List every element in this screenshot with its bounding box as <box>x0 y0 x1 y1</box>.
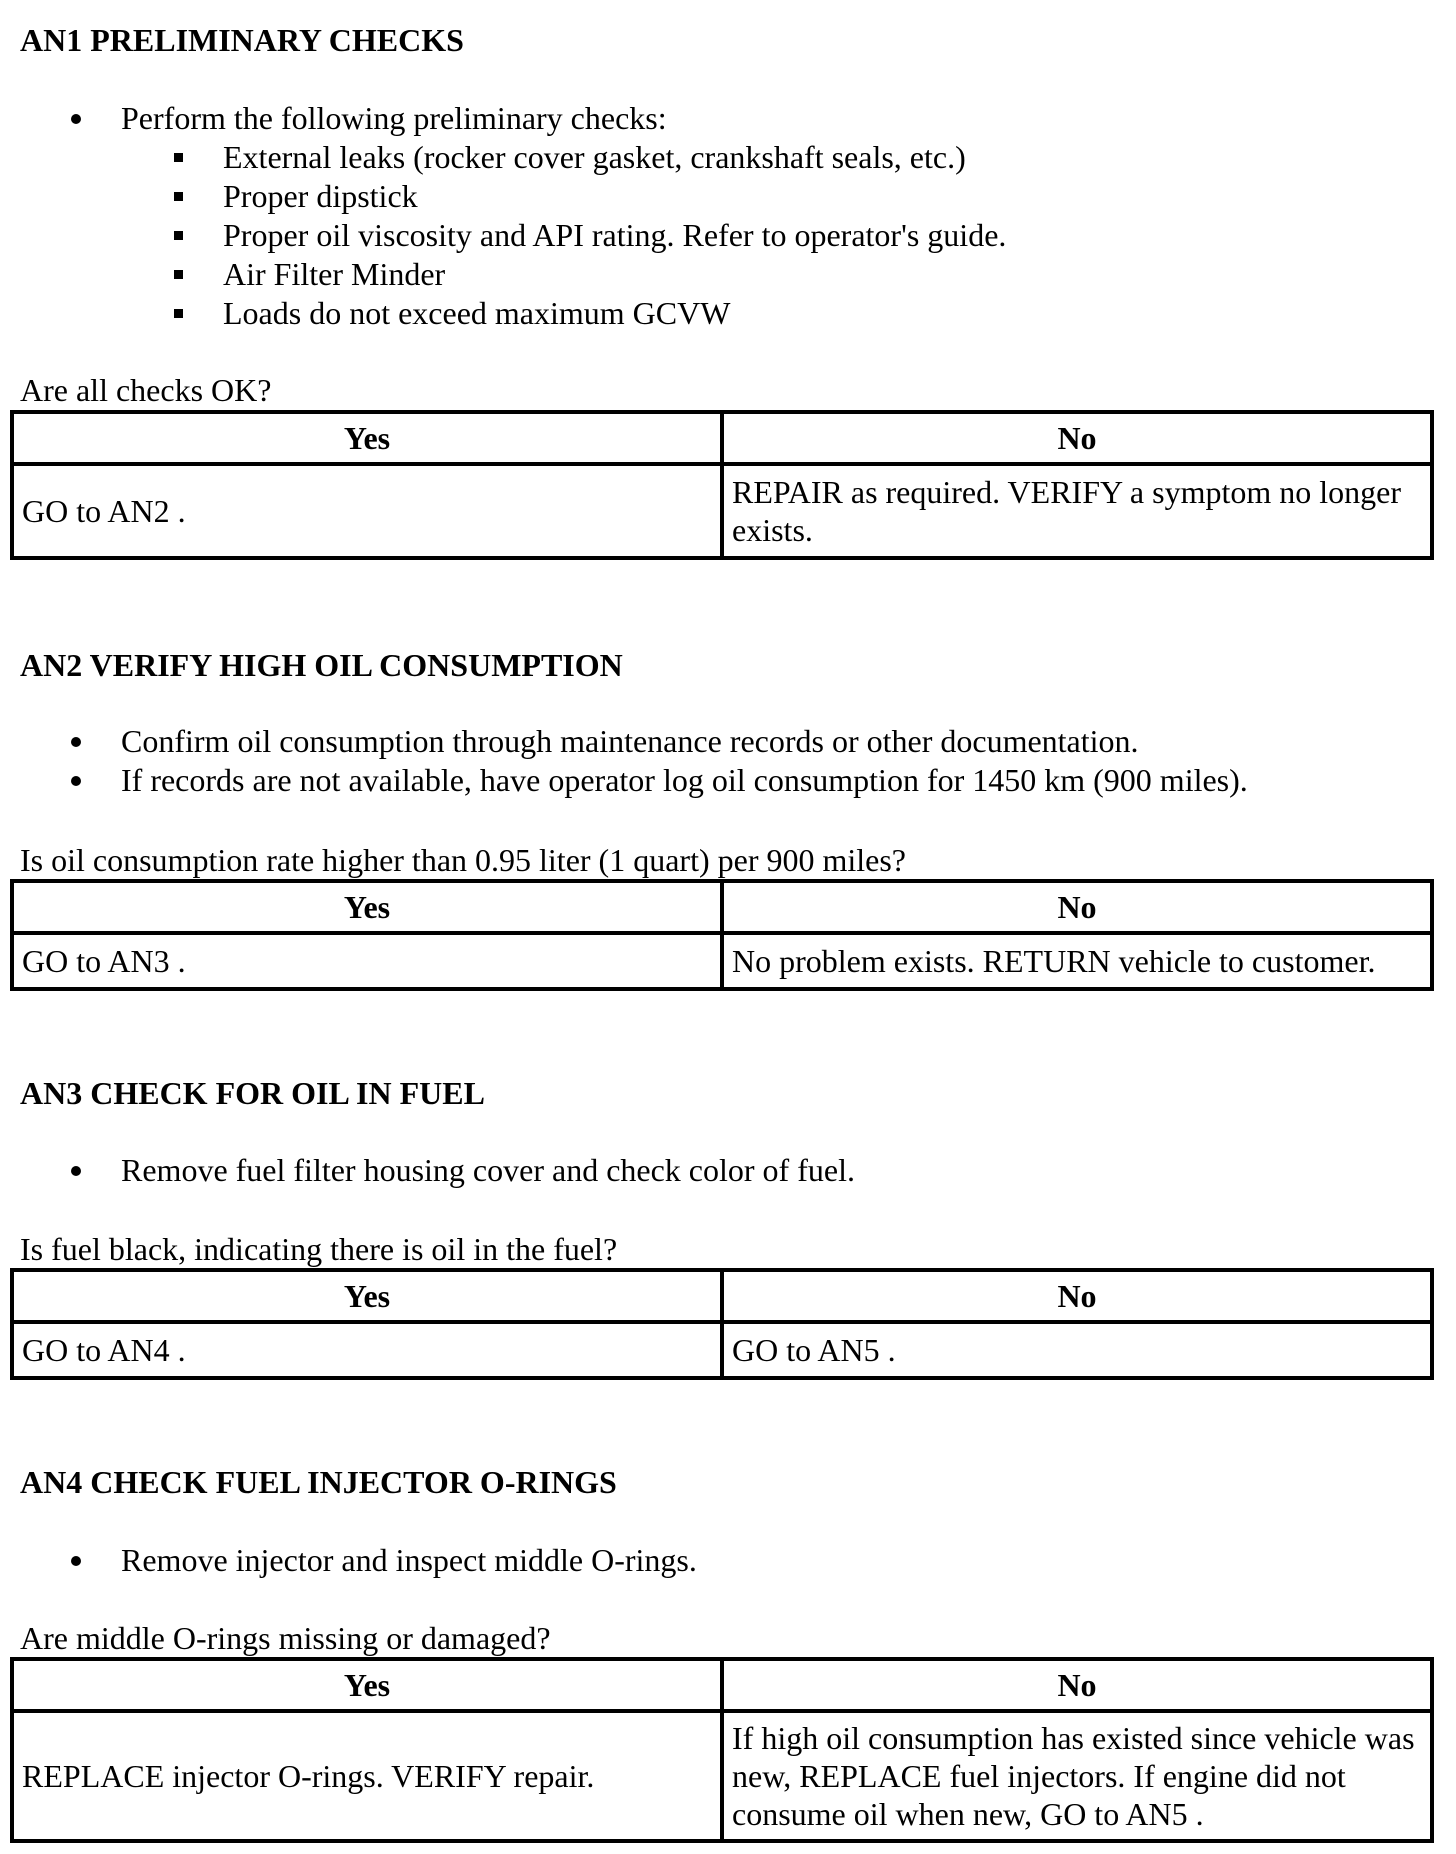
yes-cell: GO to AN2 . <box>12 464 722 558</box>
square-bullet-icon <box>174 309 183 318</box>
yes-header: Yes <box>12 1659 722 1711</box>
decision-table <box>10 1268 1434 1380</box>
table-row <box>12 1711 1432 1841</box>
no-header: No <box>722 1270 1432 1322</box>
bullet-icon <box>71 1166 81 1176</box>
no-cell: No problem exists. RETURN vehicle to customer. <box>722 933 1432 989</box>
section-heading: AN3 CHECK FOR OIL IN FUEL <box>20 1075 485 1111</box>
bullet-icon <box>71 737 81 747</box>
section-heading: AN2 VERIFY HIGH OIL CONSUMPTION <box>20 647 623 683</box>
yes-cell: GO to AN4 . <box>12 1322 722 1378</box>
table-row <box>12 1322 1432 1378</box>
square-bullet-icon <box>174 192 183 201</box>
yes-header: Yes <box>12 1270 722 1322</box>
section-heading: AN1 PRELIMINARY CHECKS <box>20 22 464 58</box>
yes-header: Yes <box>12 881 722 933</box>
table-row <box>12 933 1432 989</box>
list-item: Confirm oil consumption through maintenance records or other documentation. <box>0 722 1456 761</box>
decision-table <box>10 410 1434 560</box>
sub-list-item: Loads do not exceed maximum GCVW <box>0 294 1456 333</box>
question-text: Is fuel black, indicating there is oil in the fuel? <box>20 1231 618 1267</box>
bullet-icon <box>71 1556 81 1566</box>
list-item: Perform the following preliminary checks: <box>0 99 1456 138</box>
table-header-row <box>12 412 1432 464</box>
table-row <box>12 464 1432 558</box>
bullet-list <box>0 99 1456 333</box>
list-item: Remove injector and inspect middle O-rings. <box>0 1541 1456 1580</box>
bullet-list <box>0 1541 1456 1580</box>
yes-cell: REPLACE injector O-rings. VERIFY repair. <box>12 1711 722 1841</box>
question-text: Is oil consumption rate higher than 0.95 liter (1 quart) per 900 miles? <box>20 842 906 878</box>
no-cell: If high oil consumption has existed since vehicle was new, REPLACE fuel injectors. If engine did not consume oil when new, GO to AN5 . <box>722 1711 1432 1841</box>
no-cell: GO to AN5 . <box>722 1322 1432 1378</box>
square-bullet-icon <box>174 153 183 162</box>
sub-list-item: Proper dipstick <box>0 177 1456 216</box>
square-bullet-icon <box>174 270 183 279</box>
yes-header: Yes <box>12 412 722 464</box>
list-item: Remove fuel filter housing cover and check color of fuel. <box>0 1151 1456 1190</box>
bullet-icon <box>71 114 81 124</box>
question-text: Are all checks OK? <box>20 372 272 408</box>
list-item: If records are not available, have operator log oil consumption for 1450 km (900 miles). <box>0 761 1456 800</box>
no-header: No <box>722 1659 1432 1711</box>
bullet-list <box>0 722 1456 800</box>
yes-cell: GO to AN3 . <box>12 933 722 989</box>
no-header: No <box>722 412 1432 464</box>
bullet-list <box>0 1151 1456 1190</box>
decision-table <box>10 879 1434 991</box>
sub-list-item: External leaks (rocker cover gasket, crankshaft seals, etc.) <box>0 138 1456 177</box>
sub-list-item: Proper oil viscosity and API rating. Refer to operator's guide. <box>0 216 1456 255</box>
no-header: No <box>722 881 1432 933</box>
table-header-row <box>12 1659 1432 1711</box>
table-header-row <box>12 881 1432 933</box>
square-bullet-icon <box>174 231 183 240</box>
decision-table <box>10 1657 1434 1843</box>
question-text: Are middle O-rings missing or damaged? <box>20 1620 551 1656</box>
bullet-icon <box>71 776 81 786</box>
no-cell: REPAIR as required. VERIFY a symptom no longer exists. <box>722 464 1432 558</box>
table-header-row <box>12 1270 1432 1322</box>
section-heading: AN4 CHECK FUEL INJECTOR O-RINGS <box>20 1464 617 1500</box>
sub-list-item: Air Filter Minder <box>0 255 1456 294</box>
